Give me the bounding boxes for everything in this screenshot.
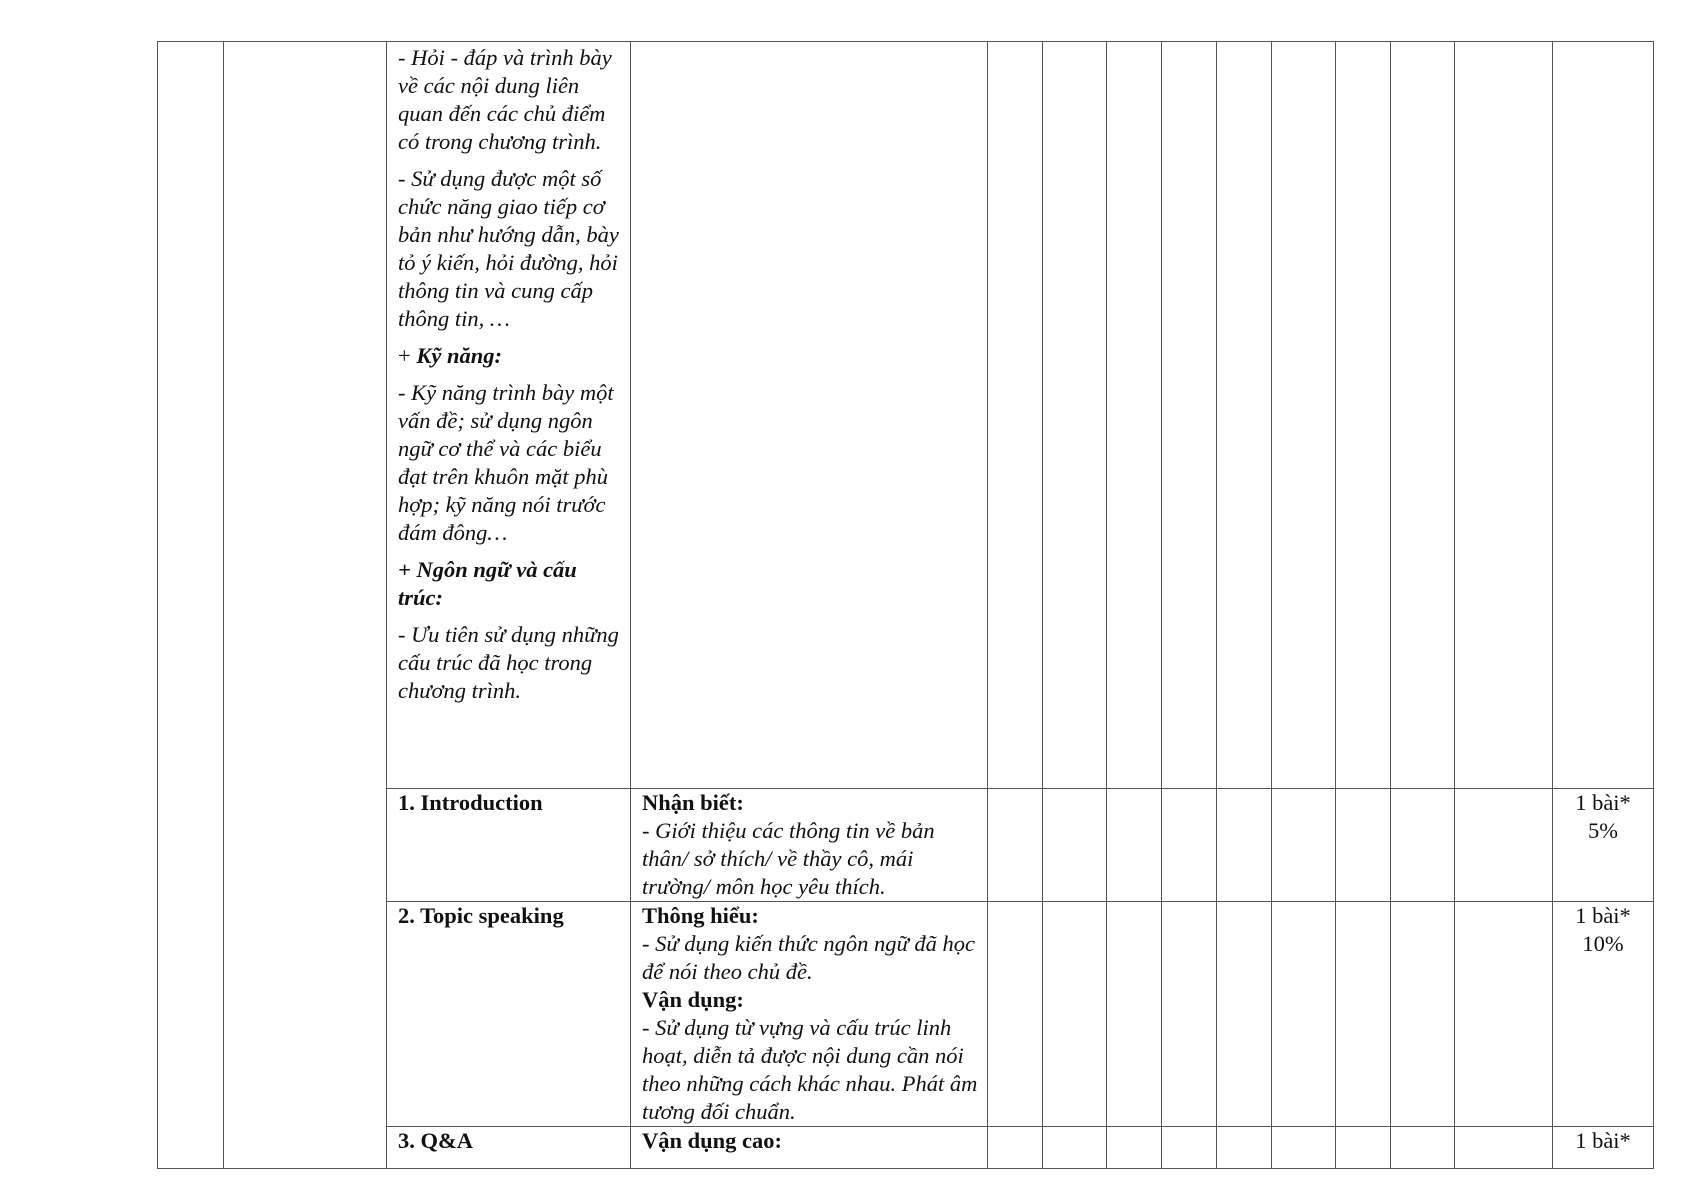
count-cell (1107, 42, 1162, 789)
score-count: 1 bài* (1575, 1128, 1631, 1153)
count-cell (988, 42, 1043, 789)
count-cell (1162, 42, 1217, 789)
level-heading: Vận dụng cao: (642, 1128, 783, 1153)
count-cell (1162, 1127, 1217, 1169)
count-cell (1336, 42, 1391, 789)
topic-cell (387, 1127, 631, 1169)
level-description: - Sử dụng kiến thức ngôn ngữ đã học để nói theo chủ đề. (642, 931, 976, 984)
count-cell (1455, 789, 1553, 902)
count-cell (988, 1127, 1043, 1169)
speaking-notes-cell (387, 42, 631, 789)
description-cell (631, 789, 988, 902)
count-cell (1217, 902, 1272, 1127)
count-cell (1107, 789, 1162, 902)
count-cell (988, 789, 1043, 902)
description-cell (631, 1127, 988, 1169)
index-cell (158, 42, 224, 1169)
count-cell (1391, 42, 1455, 789)
note-paragraph: - Sử dụng được một số chức năng giao tiếp cơ bản như hướng dẫn, bày tỏ ý kiến, hỏi đường, hỏi thông tin và cung cấp thông tin, … (398, 166, 619, 331)
count-cell (988, 902, 1043, 1127)
score-count: 1 bài* (1575, 790, 1631, 815)
table-row (158, 42, 1654, 789)
note-paragraph: - Kỹ năng trình bày một vấn đề; sử dụng ngôn ngữ cơ thể và các biểu đạt trên khuôn mặt phù hợp; kỹ năng nói trước đám đông… (398, 380, 614, 545)
language-heading: + Ngôn ngữ và cấu trúc: (398, 557, 577, 610)
score-cell (1553, 902, 1654, 1127)
level-heading: Vận dụng: (642, 987, 744, 1012)
level-description: - Giới thiệu các thông tin về bản thân/ sở thích/ về thầy cô, mái trường/ môn học yêu thích. (642, 818, 935, 899)
skills-heading-label: Kỹ năng: (416, 343, 502, 368)
count-cell (1336, 789, 1391, 902)
topic-label: 1. Introduction (398, 790, 543, 815)
score-cell (1553, 1127, 1654, 1169)
note-paragraph: - Hỏi - đáp và trình bày về các nội dung liên quan đến các chủ điểm có trong chương trình. (398, 45, 612, 154)
count-cell (1162, 789, 1217, 902)
count-cell (1043, 42, 1107, 789)
count-cell (1107, 902, 1162, 1127)
score-percent: 10% (1582, 931, 1624, 956)
count-cell (1272, 42, 1336, 789)
description-cell (631, 902, 988, 1127)
count-cell (1272, 1127, 1336, 1169)
count-cell (1162, 902, 1217, 1127)
count-cell (1217, 42, 1272, 789)
count-cell (1391, 789, 1455, 902)
skills-prefix: + (398, 343, 417, 368)
topic-cell (387, 902, 631, 1127)
level-description: - Sử dụng từ vựng và cấu trúc linh hoạt, diễn tả được nội dung cần nói theo những cách khác nhau. Phát âm tương đối chuẩn. (642, 1015, 978, 1124)
count-cell (1043, 1127, 1107, 1169)
skills-heading (398, 342, 622, 370)
count-cell (1043, 789, 1107, 902)
count-cell (1455, 1127, 1553, 1169)
count-cell (1336, 902, 1391, 1127)
level-heading: Thông hiểu: (642, 903, 759, 928)
count-cell (1272, 789, 1336, 902)
count-cell (1043, 902, 1107, 1127)
count-cell (1391, 902, 1455, 1127)
count-cell (1217, 1127, 1272, 1169)
skill-cell (224, 42, 387, 1169)
test-matrix-table (157, 41, 1654, 1169)
count-cell (1107, 1127, 1162, 1169)
topic-label: 2. Topic speaking (398, 903, 564, 928)
count-cell (1455, 902, 1553, 1127)
level-heading: Nhận biết: (642, 790, 744, 815)
topic-label: 3. Q&A (398, 1128, 473, 1153)
count-cell (1391, 1127, 1455, 1169)
note-paragraph: - Ưu tiên sử dụng những cấu trúc đã học trong chương trình. (398, 622, 619, 703)
count-cell (1217, 789, 1272, 902)
topic-cell (387, 789, 631, 902)
score-cell (1553, 789, 1654, 902)
count-cell (1455, 42, 1553, 789)
description-cell (631, 42, 988, 789)
score-percent: 5% (1588, 818, 1618, 843)
count-cell (1336, 1127, 1391, 1169)
count-cell (1272, 902, 1336, 1127)
score-count: 1 bài* (1575, 903, 1631, 928)
score-cell (1553, 42, 1654, 789)
